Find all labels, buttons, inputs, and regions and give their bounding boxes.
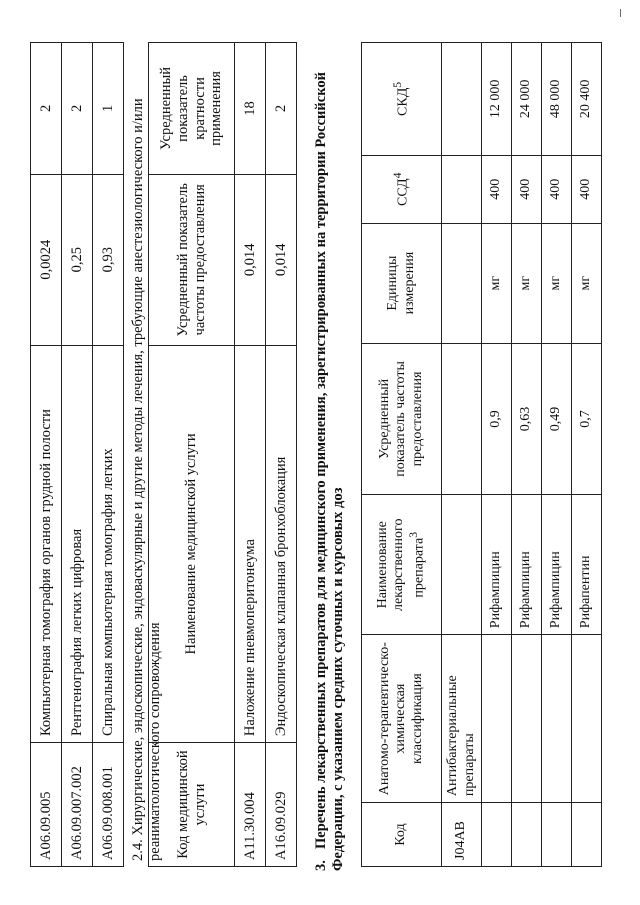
ssd-cell: 400 — [542, 155, 572, 223]
frequency-cell: 0,9 — [482, 343, 512, 495]
skd-cell: 48 000 — [542, 43, 572, 156]
service-name-cell: Эндоскопическая клапанная бронхоблокация — [266, 345, 297, 742]
group-atc: Антибактериальные препараты — [442, 635, 482, 803]
empty-cell — [442, 343, 482, 495]
service-code-cell: А06.09.005 — [31, 743, 62, 867]
empty-cell — [442, 155, 482, 223]
empty-cell — [542, 635, 572, 803]
header-drug-name — [362, 495, 442, 635]
frequency-cell: 0,25 — [62, 174, 93, 345]
drug-name-cell: Рифампицин — [482, 495, 512, 635]
frequency-cell: 0,014 — [235, 174, 266, 345]
table-row — [235, 43, 266, 867]
service-name-cell: Наложение пневмоперитонеума — [235, 345, 266, 742]
header-skd-text: СКД — [395, 87, 411, 116]
multiplicity-cell: 2 — [62, 43, 93, 175]
section-number: 3. — [313, 860, 329, 871]
frequency-cell: 0,63 — [512, 343, 542, 495]
service-name-cell: Рентгенография легких цифровая — [62, 345, 93, 742]
header-ssd-text: ССД — [395, 178, 411, 206]
unit-cell: мг — [512, 223, 542, 343]
frequency-cell: 0,7 — [572, 343, 602, 495]
header-ssd — [362, 155, 442, 223]
frequency-cell: 0,014 — [266, 174, 297, 345]
empty-cell — [512, 803, 542, 867]
table-header-row — [362, 43, 442, 867]
multiplicity-cell: 18 — [235, 43, 266, 175]
empty-cell — [482, 635, 512, 803]
ssd-cell: 400 — [512, 155, 542, 223]
header-atc: Анатомо-терапевтическо-химическая классификация — [362, 635, 442, 803]
skd-cell: 24 000 — [512, 43, 542, 156]
drug-name-cell: Рифапентин — [572, 495, 602, 635]
multiplicity-cell: 1 — [93, 43, 124, 175]
empty-cell — [572, 635, 602, 803]
header-frequency: Усредненный показатель частоты предоставления — [149, 174, 235, 345]
drug-name-cell: Рифампицин — [542, 495, 572, 635]
skd-cell: 12 000 — [482, 43, 512, 156]
empty-cell — [442, 43, 482, 156]
frequency-cell: 0,93 — [93, 174, 124, 345]
footnote-marker: 4 — [391, 172, 405, 179]
unit-cell: мг — [482, 223, 512, 343]
table-row — [31, 43, 62, 867]
unit-cell: мг — [542, 223, 572, 343]
frequency-cell: 0,49 — [542, 343, 572, 495]
table-row — [266, 43, 297, 867]
header-unit: Единицы измерения — [362, 223, 442, 343]
ssd-cell: 400 — [482, 155, 512, 223]
service-code-cell: А06.09.008.001 — [93, 743, 124, 867]
services-table — [30, 42, 124, 867]
surgical-methods-table — [148, 42, 297, 867]
table-row — [482, 43, 512, 867]
empty-cell — [482, 803, 512, 867]
header-service-name: Наименование медицинской услуги — [149, 345, 235, 742]
empty-cell — [442, 223, 482, 343]
group-row — [442, 43, 482, 867]
multiplicity-cell: 2 — [266, 43, 297, 175]
section-3-title: Перечень лекарственных препаратов для медицинского применения, зарегистрированных на территории Российской Федерации, с указанием средних суточных и курсовых доз — [313, 72, 347, 871]
scan-mark — [620, 9, 621, 17]
footnote-marker: 5 — [391, 81, 405, 88]
group-code: J04AB — [442, 803, 482, 867]
service-code-cell: А11.30.004 — [235, 743, 266, 867]
table-header-row — [149, 43, 235, 867]
empty-cell — [572, 803, 602, 867]
section-2-4-heading: 2.4. Хирургические, эндоскопические, эндоваскулярные и другие методы лечения, требующие анестезиологического и/или реаниматологического сопровождения — [130, 98, 164, 861]
section-3-heading — [313, 41, 348, 871]
service-code-cell: А06.09.007.002 — [62, 743, 93, 867]
empty-cell — [512, 635, 542, 803]
header-frequency: Усредненный показатель частоты предоставления — [362, 343, 442, 495]
table-row — [512, 43, 542, 867]
unit-cell: мг — [572, 223, 602, 343]
header-skd — [362, 43, 442, 156]
multiplicity-cell: 2 — [31, 43, 62, 175]
drugs-table — [361, 42, 602, 867]
header-multiplicity: Усредненный показатель кратности применения — [149, 43, 235, 175]
table-row — [542, 43, 572, 867]
skd-cell: 20 400 — [572, 43, 602, 156]
drug-name-cell: Рифампицин — [512, 495, 542, 635]
header-code: Код медицинской услуги — [149, 743, 235, 867]
frequency-cell: 0,0024 — [31, 174, 62, 345]
empty-cell — [442, 495, 482, 635]
table-row — [62, 43, 93, 867]
table-row — [572, 43, 602, 867]
empty-cell — [542, 803, 572, 867]
header-drug-text: Наименование лекарственного препарата — [375, 518, 427, 612]
header-code: Код — [362, 803, 442, 867]
table-row — [93, 43, 124, 867]
service-code-cell: А16.09.029 — [266, 743, 297, 867]
service-name-cell: Спиральная компьютерная томография легких — [93, 345, 124, 742]
service-name-cell: Компьютерная томография органов грудной полости — [31, 345, 62, 742]
ssd-cell: 400 — [572, 155, 602, 223]
footnote-marker: 3 — [407, 531, 421, 538]
